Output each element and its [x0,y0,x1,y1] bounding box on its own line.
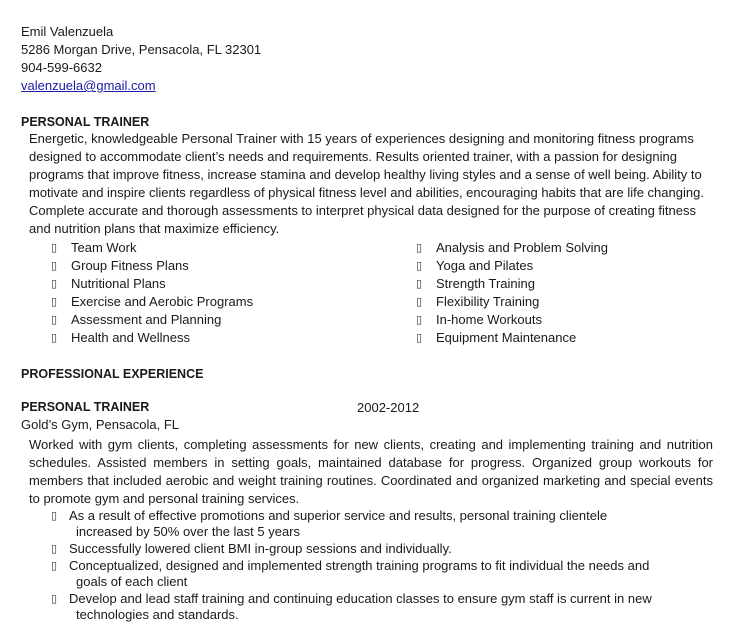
bullet-icon: ▯ [416,242,423,254]
skill-item [51,311,253,329]
experience-heading: PROFESSIONAL EXPERIENCE [21,367,204,381]
contact-email-link[interactable]: valenzuela@gmail.com [21,78,156,93]
achievement-item [51,508,701,540]
contact-address: 5286 Morgan Drive, Pensacola, FL 32301 [21,42,262,57]
skill-label: Yoga and Pilates [436,258,534,273]
bullet-icon: ▯ [51,510,58,522]
skill-item [416,329,608,347]
objective-summary: Energetic, knowledgeable Personal Trainer with 15 years of experiences designing and monitoring fitness programs designed to accommodate client’s needs and requirements. Results oriented trainer, with a passion for designing programs that improve fitness, increase stamina and develop healthy living styles and a sense of well being. Ability to motivate and inspire clients regardless of physical fitness level and abilities, encouraging habits that are life changing. Complete accurate and thorough assessments to interpret physical data designed for the purpose of creating fitness and nutrition plans that maximize efficiency. [29,131,704,236]
skill-item [51,329,253,347]
skill-label: Equipment Maintenance [436,330,577,345]
skill-item [416,293,608,311]
achievement-line: Successfully lowered client BMI in-group sessions and individually. [69,541,452,556]
job-title: PERSONAL TRAINER [21,400,150,414]
bullet-icon: ▯ [51,314,58,326]
achievement-item [51,541,701,557]
skills-left-column [51,239,253,347]
job-description: Worked with gym clients, completing assessments for new clients, creating and implementing training and nutrition schedules. Assisted members in setting goals, maintained database for progress. Organized group workouts for members that included aerobic and weight training routines. Coordinated and organized marketing and special events to promote gym and personal training services. [29,437,713,506]
achievement-line: goals of each client [76,574,188,589]
bullet-icon: ▯ [51,278,58,290]
bullet-icon: ▯ [51,332,58,344]
bullet-icon: ▯ [51,296,58,308]
skill-item [416,239,608,257]
job-company: Gold’s Gym, Pensacola, FL [21,417,179,432]
bullet-icon: ▯ [51,593,58,605]
achievements-list [51,508,701,624]
achievement-line: technologies and standards. [76,607,239,622]
skill-item [51,293,253,311]
achievement-line: increased by 50% over the last 5 years [76,524,301,539]
skill-item [416,257,608,275]
skill-item [51,239,253,257]
bullet-icon: ▯ [51,543,58,555]
bullet-icon: ▯ [416,260,423,272]
objective-heading: PERSONAL TRAINER [21,115,150,129]
contact-name: Emil Valenzuela [21,24,114,39]
skill-label: Team Work [71,240,137,255]
bullet-icon: ▯ [416,332,423,344]
skill-label: In-home Workouts [436,312,542,327]
bullet-icon: ▯ [51,242,58,254]
bullet-icon: ▯ [51,260,58,272]
skill-item [51,257,253,275]
skill-label: Flexibility Training [436,294,540,309]
achievement-item [51,591,701,623]
achievement-line: Conceptualized, designed and implemented strength training programs to fit individual the needs and [69,558,650,573]
skill-label: Assessment and Planning [71,312,222,327]
contact-phone: 904-599-6632 [21,60,102,75]
skill-label: Group Fitness Plans [71,258,189,273]
bullet-icon: ▯ [416,278,423,290]
skills-right-column [416,239,608,347]
achievement-item [51,558,701,590]
skill-item [51,275,253,293]
bullet-icon: ▯ [416,314,423,326]
bullet-icon: ▯ [416,296,423,308]
job-dates: 2002-2012 [357,400,420,415]
bullet-icon: ▯ [51,560,58,572]
skill-label: Health and Wellness [71,330,190,345]
contact-block [21,23,261,95]
skill-label: Strength Training [436,276,536,291]
achievement-line: As a result of effective promotions and superior service and results, personal training clientele [69,508,608,523]
skill-item [416,311,608,329]
achievement-line: Develop and lead staff training and continuing education classes to ensure gym staff is current in new [69,591,652,606]
skill-label: Analysis and Problem Solving [436,240,608,255]
skill-label: Nutritional Plans [71,276,166,291]
skill-label: Exercise and Aerobic Programs [71,294,254,309]
skill-item [416,275,608,293]
